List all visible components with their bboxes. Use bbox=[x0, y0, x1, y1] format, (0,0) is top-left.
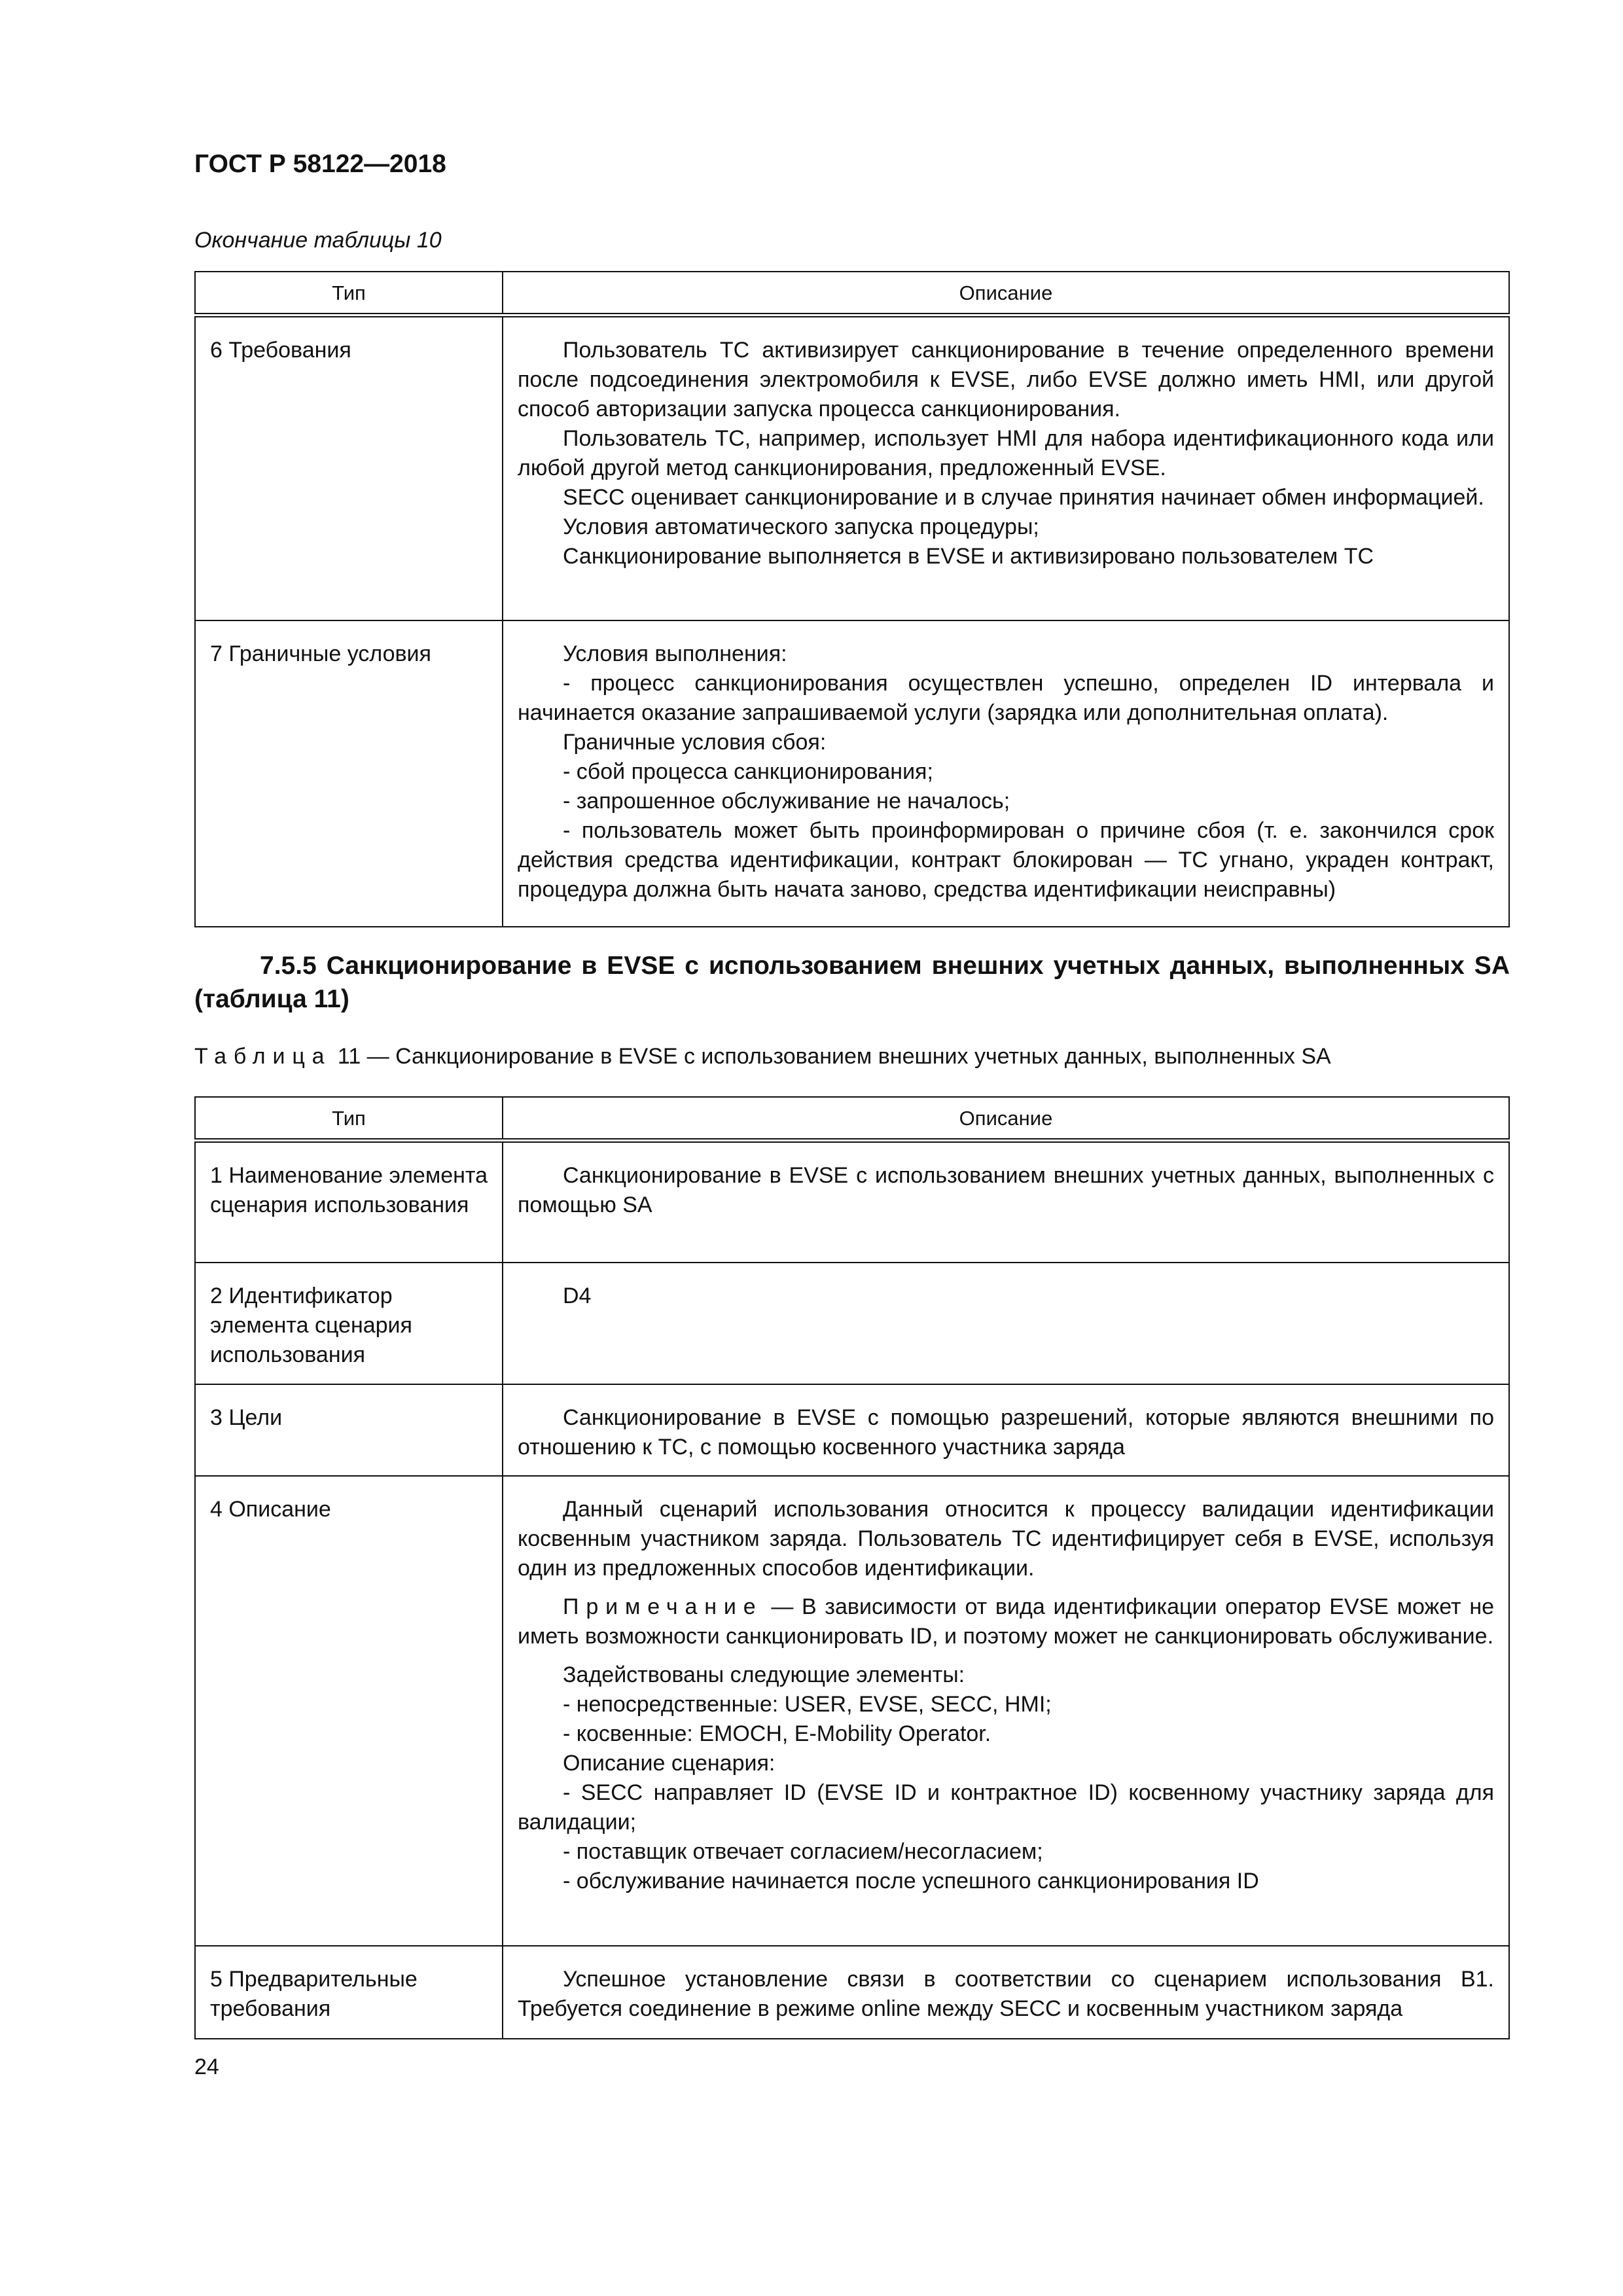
description-paragraph: - SECC направляет ID (EVSE ID и контрактное ID) косвенному участнику заряда для валидации; bbox=[518, 1780, 1494, 1835]
description-paragraph: - поставщик отвечает согласием/несогласием; bbox=[563, 1839, 1043, 1864]
table-row bbox=[195, 1476, 1509, 1946]
table-row bbox=[195, 1141, 1509, 1263]
description-paragraph: - запрошенное обслуживание не началось; bbox=[563, 788, 1010, 814]
description-paragraph: Граничные условия сбоя: bbox=[563, 729, 827, 755]
column-header-type: Тип bbox=[195, 1097, 503, 1141]
table-header-row bbox=[195, 1097, 1509, 1141]
row-type-cell: 3 Цели bbox=[195, 1384, 503, 1476]
row-description-cell bbox=[503, 1263, 1509, 1384]
row-description-cell bbox=[503, 1946, 1509, 2039]
description-paragraph: Санкционирование выполняется в EVSE и активизировано пользователем ТС bbox=[563, 544, 1374, 569]
table-11 bbox=[194, 1096, 1510, 2039]
description-paragraph: - сбой процесса санкционирования; bbox=[563, 759, 933, 784]
table-10 bbox=[194, 271, 1510, 927]
column-header-description: Описание bbox=[503, 272, 1509, 315]
column-header-type: Тип bbox=[195, 272, 503, 315]
table-caption-label: Таблица bbox=[194, 1044, 332, 1069]
table-caption bbox=[194, 1044, 1331, 1069]
row-type-cell: 4 Описание bbox=[195, 1476, 503, 1946]
table-row bbox=[195, 1263, 1509, 1384]
description-paragraph: SECC оценивает санкционирование и в случае принятия начинает обмен информацией. bbox=[563, 485, 1484, 510]
table-row bbox=[195, 1946, 1509, 2039]
table-row bbox=[195, 1384, 1509, 1476]
description-paragraph: Условия автоматического запуска процедуры; bbox=[563, 514, 1039, 539]
note-text: — В зависимости от вида идентификации оператор EVSE может не иметь возможности санкционировать ID, и поэтому может не санкционировать обслуживание. bbox=[518, 1594, 1494, 1649]
description-paragraph: - пользователь может быть проинформирован о причине сбоя (т. е. закончился срок действия средства идентификации, контракт блокирован — ТС угнано, украден контракт, процедура должна быть начата заново, средства идентификации неисправны) bbox=[518, 817, 1494, 902]
description-paragraph: Задействованы следующие элементы: bbox=[563, 1662, 965, 1687]
description-paragraph: - косвенные: EMOCH, E-Mobility Operator. bbox=[563, 1721, 991, 1746]
description-paragraph: Санкционирование в EVSE с помощью разрешений, которые являются внешними по отношению к ТС, с помощью косвенного участника заряда bbox=[518, 1405, 1494, 1460]
description-paragraph: Данный сценарий использования относится к процессу валидации идентификации косвенным участником заряда. Пользователь ТС идентифицирует себя в EVSE, используя один из предложенных способов идентификации. bbox=[518, 1496, 1494, 1581]
row-description-cell bbox=[503, 1141, 1509, 1263]
row-description-cell bbox=[503, 1384, 1509, 1476]
row-description-cell bbox=[503, 620, 1509, 927]
row-description-cell bbox=[503, 1476, 1509, 1946]
row-description-cell bbox=[503, 315, 1509, 620]
row-type-cell: 6 Требования bbox=[195, 315, 503, 620]
description-paragraph: Условия выполнения: bbox=[563, 641, 787, 666]
table-header-row bbox=[195, 272, 1509, 315]
description-paragraph: D4 bbox=[563, 1283, 592, 1308]
description-paragraph: Успешное установление связи в соответствии со сценарием использования B1. Требуется соединение в режиме online между SECC и косвенным участником заряда bbox=[518, 1966, 1494, 2021]
document-header: ГОСТ Р 58122—2018 bbox=[194, 150, 446, 178]
row-type-cell: 1 Наименование элемента сценария использования bbox=[195, 1141, 503, 1263]
table-row bbox=[195, 315, 1509, 620]
row-type-cell: 7 Граничные условия bbox=[195, 620, 503, 927]
description-paragraph: Санкционирование в EVSE с использованием внешних учетных данных, выполненных с помощью SA bbox=[518, 1163, 1494, 1217]
description-paragraph: - непосредственные: USER, EVSE, SECC, HMI; bbox=[563, 1691, 1052, 1717]
table-row bbox=[195, 620, 1509, 927]
description-paragraph: Пользователь ТС, например, использует HMI для набора идентификационного кода или любой другой метод санкционирования, предложенный EVSE. bbox=[518, 426, 1494, 480]
row-type-cell: 5 Предварительные требования bbox=[195, 1946, 503, 2039]
description-paragraph: Описание сценария: bbox=[563, 1750, 776, 1776]
page-number: 24 bbox=[194, 2054, 219, 2079]
table-caption-text: 11 — Санкционирование в EVSE с использованием внешних учетных данных, выполненных SA bbox=[331, 1044, 1331, 1069]
section-heading: 7.5.5 Санкционирование в EVSE с использованием внешних учетных данных, выполненных SA (таблица 11) bbox=[194, 952, 1510, 1013]
description-paragraph: - обслуживание начинается после успешного санкционирования ID bbox=[563, 1868, 1259, 1893]
description-paragraph: Пользователь ТС активизирует санкционирование в течение определенного времени после подсоединения электромобиля к EVSE, либо EVSE должно иметь HMI, или другой способ авторизации запуска процесса санкционирования. bbox=[518, 338, 1494, 422]
note-paragraph bbox=[518, 1592, 1494, 1651]
table-continuation-label: Окончание таблицы 10 bbox=[194, 228, 442, 253]
description-paragraph: - процесс санкционирования осуществлен успешно, определен ID интервала и начинается оказание запрашиваемой услуги (зарядка или дополнительная оплата). bbox=[518, 670, 1494, 725]
row-type-cell: 2 Идентификатор элемента сценария использования bbox=[195, 1263, 503, 1384]
note-label: Примечание bbox=[563, 1594, 763, 1619]
column-header-description: Описание bbox=[503, 1097, 1509, 1141]
